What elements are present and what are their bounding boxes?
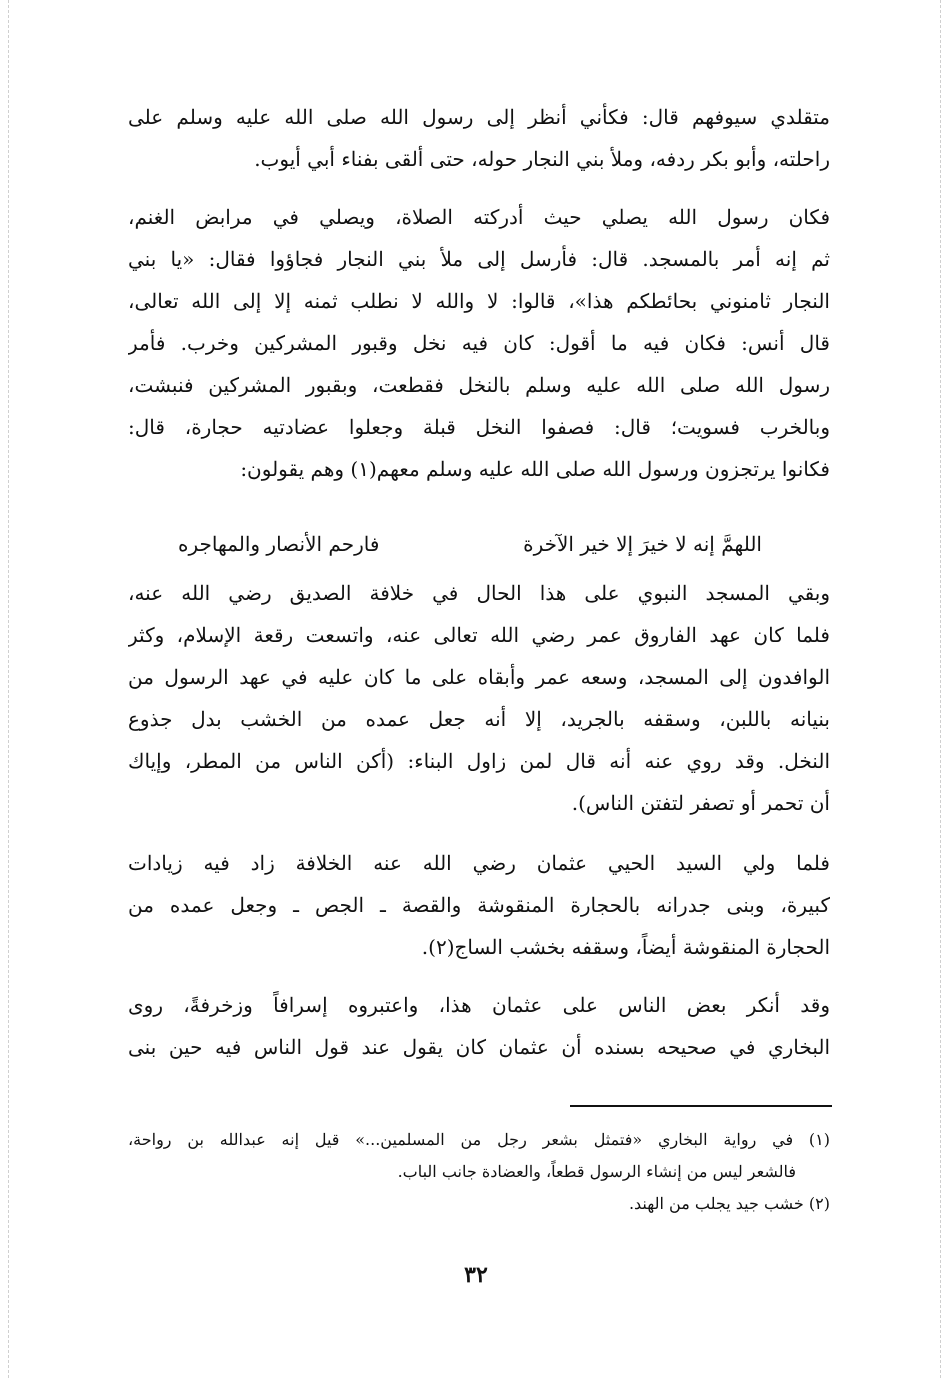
- text-line: النخل. وقد روي عنه أنه قال لمن زاول البناء: (أكن الناس من المطر، وإياك: [128, 749, 830, 773]
- text-line: وبالخرب فسويت؛ قال: فصفوا النخل قبلة وجعلوا عضادتيه حجارة، قال:: [128, 415, 830, 439]
- footnote-line: (٢) خشب جيد يجلب من الهند.: [628, 1194, 830, 1213]
- text-line: بنيانه باللبن، وسقفه بالجريد، إلا أنه جعل عمده من الخشب بدل جذوع: [128, 707, 830, 731]
- text-line: وبقي المسجد النبوي على هذا الحال في خلافة الصديق رضي الله عنه،: [128, 581, 830, 605]
- text-line: الحجارة المنقوشة أيضاً، وسقفه بخشب الساج(٢).: [421, 935, 830, 959]
- text-line: الوافدون إلى المسجد، وسعه عمر وأبقاه على ما كان عليه في عهد الرسول من: [128, 665, 830, 689]
- paragraph-1: [128, 96, 830, 180]
- poem-verse: [128, 522, 830, 566]
- verse-second-hemistich: فارحم الأنصار والمهاجره: [178, 532, 380, 556]
- text-line: البخاري في صحيحه بسنده أن عثمان كان يقول عند قول الناس فيه حين بنى: [128, 1035, 830, 1059]
- paragraph-4: [128, 842, 830, 968]
- text-line: كبيرة، وبنى جدرانه بالحجارة المنقوشة والقصة ـ الجص ـ وجعل عمده من: [128, 893, 830, 917]
- paragraph-5: [128, 984, 830, 1068]
- verse-first-hemistich: اللهمَّ إنه لا خيرَ إلا خير الآخرة: [523, 532, 762, 556]
- text-line: متقلدي سيوفهم قال: فكأني أنظر إلى رسول الله صلى الله عليه وسلم على: [128, 105, 830, 129]
- text-line: أن تحمر أو تصفر لتفتن الناس).: [571, 791, 830, 815]
- footnote-line: فالشعر ليس من إنشاء الرسول قطعاً، والعضادة جانب الباب.: [397, 1162, 796, 1181]
- text-line: فلما ولي السيد الحيي عثمان رضي الله عنه الخلافة زاد فيه زيادات: [128, 851, 830, 875]
- text-line: قال أنس: فكان فيه ما أقول: كان فيه نخل وقبور المشركين وخرب. فأمر: [128, 331, 830, 355]
- text-line: وقد أنكر بعض الناس على عثمان هذا، واعتبروه إسرافاً وزخرفةً، روى: [128, 993, 830, 1017]
- paragraph-3: [128, 572, 830, 824]
- footnote-separator: [570, 1105, 832, 1107]
- page-number: ٣٢: [464, 1262, 488, 1288]
- footnotes: [128, 1124, 830, 1220]
- text-line: فكان رسول الله يصلي حيث أدركته الصلاة، ويصلي في مرابض الغنم،: [128, 205, 830, 229]
- text-line: راحلته، وأبو بكر ردفه، وملأ بني النجار حوله، حتى ألقى بفناء أبي أيوب.: [254, 147, 830, 171]
- text-line: فكانوا يرتجزون ورسول الله صلى الله عليه وسلم معهم(١) وهم يقولون:: [240, 457, 830, 481]
- text-line: فلما كان عهد الفاروق عمر رضي الله تعالى عنه، واتسعت رقعة الإسلام، وكثر: [128, 623, 830, 647]
- paragraph-2: [128, 196, 830, 490]
- footnote-line: (١) في رواية البخاري «فتمثل بشعر رجل من المسلمين...» قيل إنه عبدالله بن رواحة،: [128, 1130, 830, 1149]
- scan-edge-left: [8, 0, 9, 1378]
- scan-edge-right: [940, 0, 941, 1378]
- text-line: النجار ثامنوني بحائطكم هذا»، قالوا: لا والله لا نطلب ثمنه إلا إلى الله تعالى،: [128, 289, 830, 313]
- text-line: ثم إنه أمر بالمسجد. قال: فأرسل إلى ملأ بني النجار فجاؤوا فقال: «يا بني: [128, 247, 830, 271]
- text-line: رسول الله صلى الله عليه وسلم بالنخل فقطعت، وبقبور المشركين فنبشت،: [128, 373, 830, 397]
